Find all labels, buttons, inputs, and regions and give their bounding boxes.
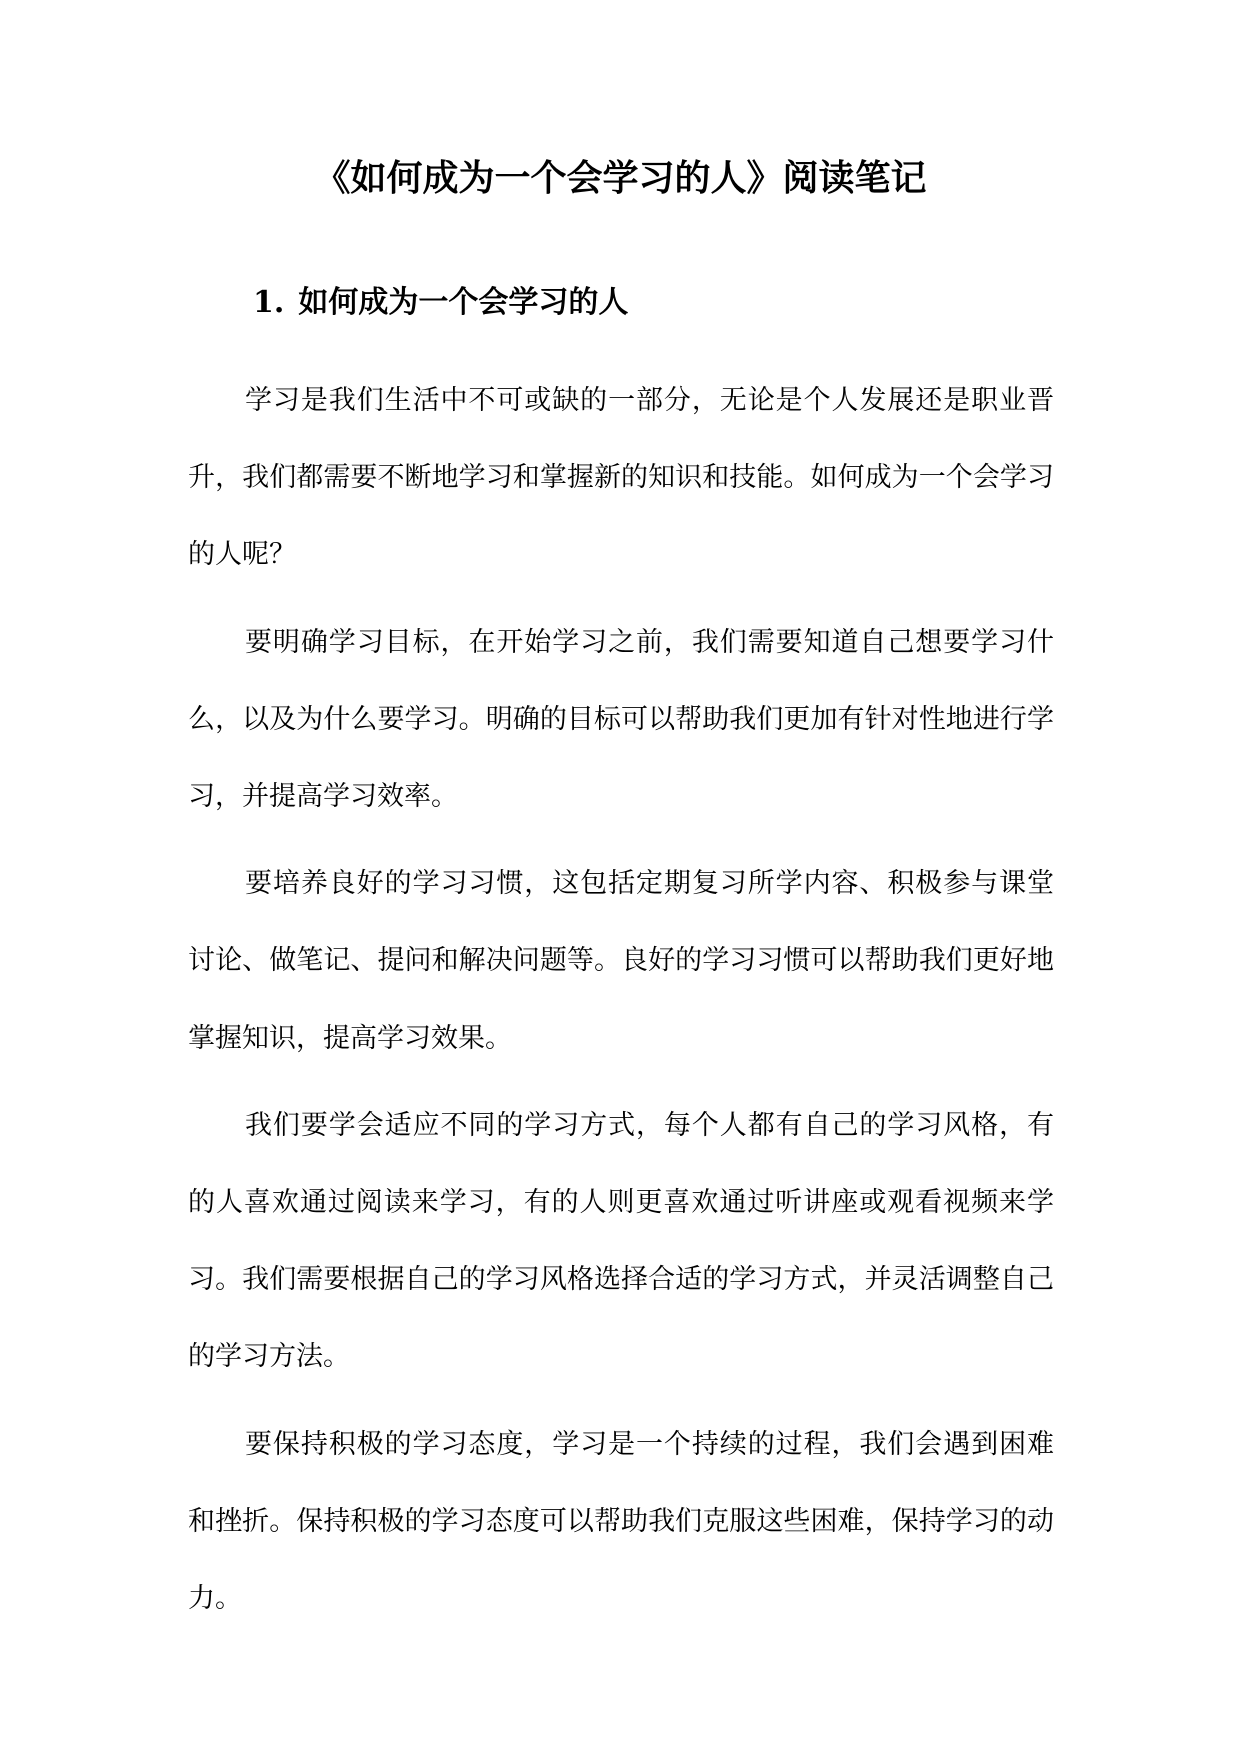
section-heading — [253, 278, 628, 328]
paragraph: 要培养良好的学习习惯，这包括定期复习所学内容、积极参与课堂讨论、做笔记、提问和解决问题等。良好的学习习惯可以帮助我们更好地掌握知识，提高学习效果。 — [188, 868, 1054, 1054]
paragraph: 我们要学会适应不同的学习方式，每个人都有自己的学习风格，有的人喜欢通过阅读来学习，有的人则更喜欢通过听讲座或观看视频来学习。我们需要根据自己的学习风格选择合适的学习方式，并灵活调整自己的学习方法。 — [188, 1109, 1054, 1373]
body-text — [188, 362, 1054, 1647]
section-number: 1. — [253, 285, 285, 320]
paragraph: 要保持积极的学习态度，学习是一个持续的过程，我们会遇到困难和挫折。保持积极的学习态度可以帮助我们克服这些困难，保持学习的动力。 — [188, 1428, 1054, 1615]
paragraph: 要明确学习目标，在开始学习之前，我们需要知道自己想要学习什么，以及为什么要学习。明确的目标可以帮助我们更加有针对性地进行学习，并提高学习效率。 — [188, 626, 1054, 813]
document-title: 《如何成为一个会学习的人》阅读笔记 — [314, 157, 927, 199]
paragraph: 学习是我们生活中不可或缺的一部分，无论是个人发展还是职业晋升，我们都需要不断地学习和掌握新的知识和技能。如何成为一个会学习的人呢？ — [188, 385, 1054, 571]
section-heading-text: 如何成为一个会学习的人 — [298, 285, 629, 320]
